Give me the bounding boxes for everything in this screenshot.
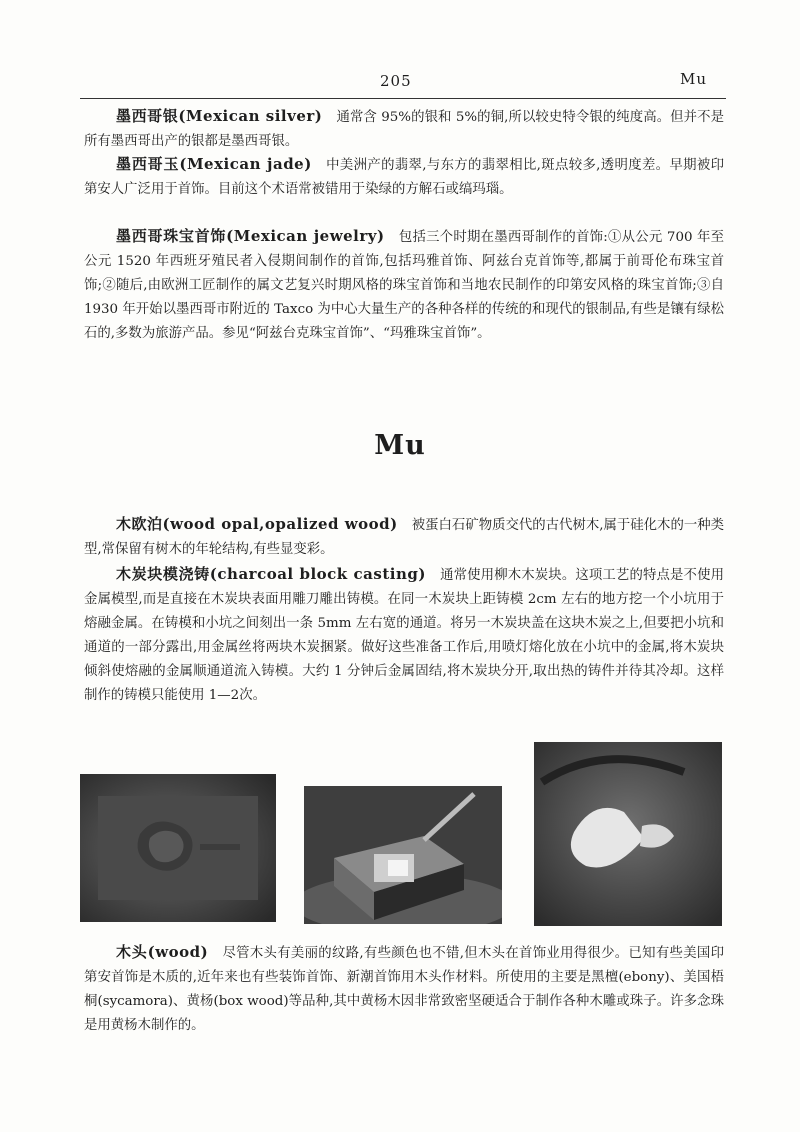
- entry-text: 通常使用柳木木炭块。这项工艺的特点是不使用金属模型,而是直接在木炭块表面用雕刀雕出铸模。在同一木炭块上距铸模 2cm 左右的地方挖一个小坑用于熔融金属。在铸模和小坑之间刻出一条 5mm 左右宽的通道。将另一木炭块盖在这块木炭之上,但要把小坑和通道的一部分露出,用金属丝将两块木炭捆紧。做好这些准备工作后,用喷灯熔化放在小坑中的金属,将木炭块倾斜使熔融的金属顺通道流入铸模。大约 1 分钟后金属固结,将木炭块分开,取出热的铸件并待其冷却。这样制作的铸模只能使用 1—2次。: [84, 568, 724, 703]
- entry-mexican-silver: [84, 104, 724, 154]
- entry-term: 木头(wood): [116, 943, 209, 961]
- running-header-section: Mu: [680, 70, 708, 88]
- entry-term: 墨西哥银(Mexican silver): [116, 107, 323, 125]
- entry-term: 墨西哥玉(Mexican jade): [116, 155, 312, 173]
- page-number: 205: [380, 72, 412, 90]
- entry-text: 中美洲产的翡翠,与东方的翡翠相比,斑点较多,透明度差。早期被印第安人广泛用于首饰。目前这个术语常被错用于染绿的方解石或缟玛瑙。: [84, 158, 724, 197]
- entry-term: 木炭块模浇铸(charcoal block casting): [116, 565, 426, 583]
- entry-term: 墨西哥珠宝首饰(Mexican jewelry): [116, 227, 385, 245]
- photo-torch-melting: [304, 786, 502, 924]
- entry-text: 包括三个时期在墨西哥制作的首饰:①从公元 700 年至公元 1520 年西班牙殖民者入侵期间制作的首饰,包括玛雅首饰、阿兹台克首饰等,都属于前哥伦布珠宝首饰;②随后,由欧洲工匠制作的属文艺复兴时期风格的珠宝首饰和当地农民制作的印第安风格的珠宝首饰;③自 1930 年开始以墨西哥市附近的 Taxco 为中心大量生产的各种各样的传统的和现代的银制品,有些是镶有绿松石的,多数为旅游产品。参见“阿兹台克珠宝首饰”、“玛雅珠宝首饰”。: [84, 230, 724, 341]
- photo-finished-casting: [534, 742, 722, 926]
- entry-mexican-jade: [84, 152, 724, 202]
- entry-mexican-jewelry: [84, 224, 724, 346]
- entry-charcoal-block-casting: [84, 562, 724, 708]
- entry-text: 被蛋白石矿物质交代的古代树木,属于硅化木的一种类型,常保留有树木的年轮结构,有些显变彩。: [84, 518, 725, 557]
- entry-wood-opal: [84, 512, 724, 562]
- photo-carved-charcoal-block: [80, 774, 276, 922]
- entry-wood: [84, 940, 724, 1038]
- header-rule: [80, 98, 726, 99]
- section-heading: Mu: [374, 430, 426, 461]
- entry-text: 尽管木头有美丽的纹路,有些颜色也不错,但木头在首饰业用得很少。已知有些美国印第安首饰是木质的,近年来也有些装饰首饰、新潮首饰用木头作材料。所使用的主要是黑檀(ebony)、美国梧桐(sycamora)、黄杨(box wood)等品种,其中黄杨木因非常致密坚硬适合于制作各种木雕或珠子。许多念珠是用黄杨木制作的。: [84, 946, 724, 1033]
- entry-term: 木欧泊(wood opal,opalized wood): [116, 515, 398, 533]
- entry-text: 通常含 95%的银和 5%的铜,所以较史特令银的纯度高。但并不是所有墨西哥出产的银都是墨西哥银。: [84, 110, 724, 149]
